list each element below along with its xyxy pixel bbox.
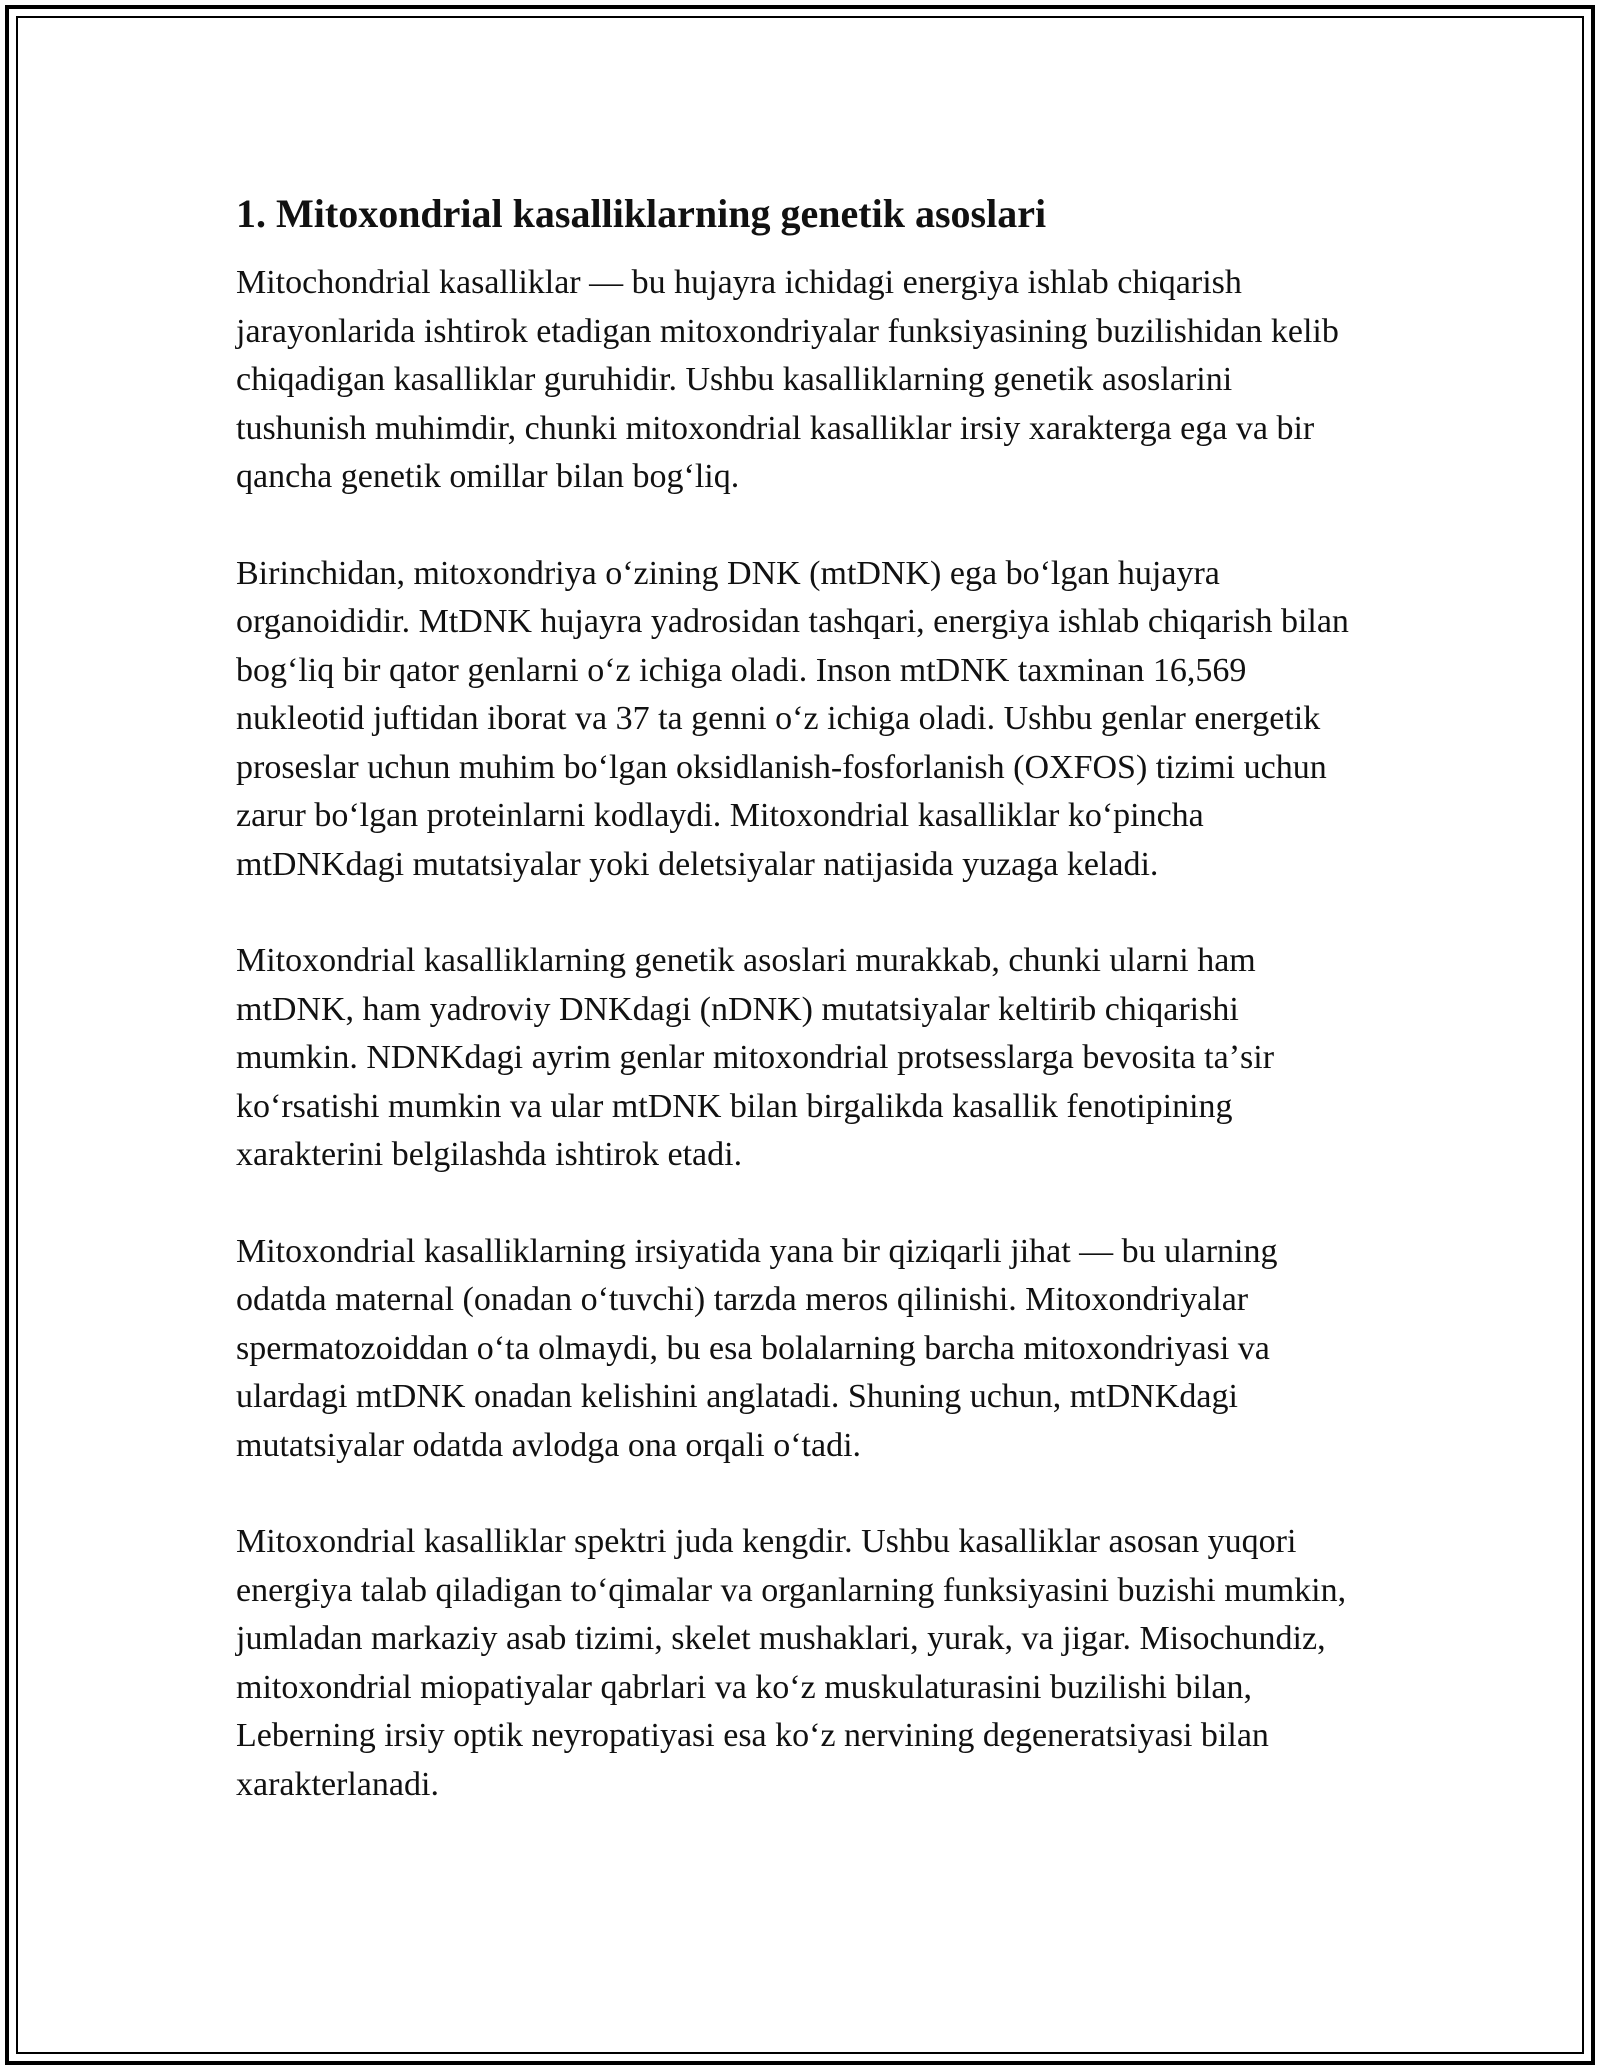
paragraph-5: Mitoxondrial kasalliklar spektri juda kengdir. Ushbu kasalliklar asosan yuqori energiya talab qiladigan toʻqimalar va organlarning funksiyasini buzishi mumkin, jumladan markaziy asab tizimi, skelet mushaklari, yurak, va jigar. Misochundiz, mitoxondrial miopatiyalar qabrlari va koʻz muskulaturasini buzilishi bilan, Leberning irsiy optik neyropatiyasi esa koʻz nervining degeneratsiyasi bilan xarakterlanadi.: [236, 1523, 1347, 1803]
paragraph-4: Mitoxondrial kasalliklarning irsiyatida yana bir qiziqarli jihat — bu ularning odatda maternal (onadan oʻtuvchi) tarzda meros qilinishi. Mitoxondriyalar spermatozoiddan oʻta olmaydi, bu esa bolalarning barcha mitoxondriyasi va ulardagi mtDNK onadan kelishini anglatadi. Shuning uchun, mtDNKdagi mutatsiyalar odatda avlodga ona orqali oʻtadi.: [236, 1232, 1278, 1464]
paragraph-3: Mitoxondrial kasalliklarning genetik asoslari murakkab, chunki ularni ham mtDNK, ham yadroviy DNKdagi (nDNK) mutatsiyalar keltirib chiqarishi mumkin. NDNKdagi ayrim genlar mitoxondrial protsesslarga bevosita taʼsir koʻrsatishi mumkin va ular mtDNK bilan birgalikda kasallik fenotipining xarakterini belgilashda ishtirok etadi.: [236, 942, 1275, 1173]
section-heading: 1. Mitoxondrial kasalliklarning genetik asoslari: [236, 191, 1047, 236]
document-body: [236, 186, 1366, 1857]
paragraph-1: Mitochondrial kasalliklar — bu hujayra ichidagi energiya ishlab chiqarish jarayonlarida ishtirok etadigan mitoxondriyalar funksiyasining buzilishidan kelib chiqadigan kasalliklar guruhidir. Ushbu kasalliklarning genetik asoslarini tushunish muhimdir, chunki mitoxondrial kasalliklar irsiy xarakterga ega va bir qancha genetik omillar bilan bogʻliq.: [236, 264, 1339, 495]
paragraph-2: Birinchidan, mitoxondriya oʻzining DNK (mtDNK) ega boʻlgan hujayra organoididir. MtDNK hujayra yadrosidan tashqari, energiya ishlab chiqarish bilan bogʻliq bir qator genlarni oʻz ichiga oladi. Inson mtDNK taxminan 16,569 nukleotid juftidan iborat va 37 ta genni oʻz ichiga oladi. Ushbu genlar energetik proseslar uchun muhim boʻlgan oksidlanish-fosforlanish (OXFOS) tizimi uchun zarur boʻlgan proteinlarni kodlaydi. Mitoxondrial kasalliklar koʻpincha mtDNKdagi mutatsiyalar yoki deletsiyalar natijasida yuzaga keladi.: [236, 554, 1349, 883]
